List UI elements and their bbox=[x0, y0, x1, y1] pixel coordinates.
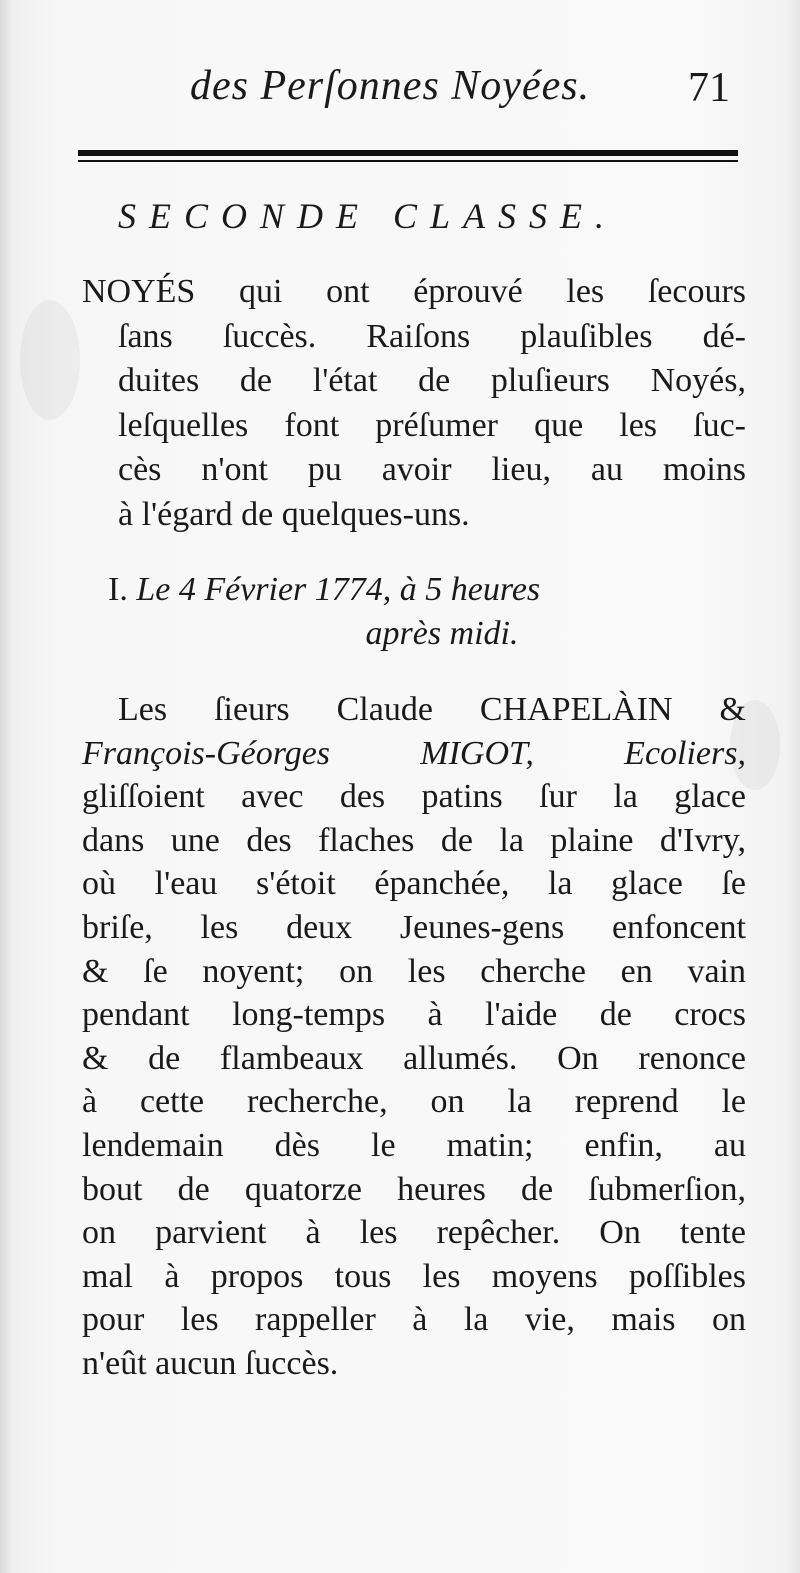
body-line: pour les rappeller à la vie, mais on bbox=[82, 1301, 746, 1339]
running-head: des Perſonnes Noyées. bbox=[190, 63, 591, 109]
header-rule-thick bbox=[78, 150, 738, 156]
entry-number: I. bbox=[108, 571, 128, 608]
body-line: où l'eau s'étoit épanchée, la glace ſe bbox=[82, 865, 746, 903]
summary-line: NOYÉS qui ont éprouvé les ſecours bbox=[82, 273, 746, 310]
body-line: à cette recherche, on la reprend le bbox=[82, 1083, 746, 1121]
section-title: SECONDE CLASSE. bbox=[118, 196, 618, 236]
entry-time: après midi. bbox=[365, 615, 519, 652]
body-line: & de flambeaux allumés. On renonce bbox=[82, 1039, 746, 1077]
header-rule-thin bbox=[78, 160, 738, 162]
body-line: bout de quatorze heures de ſubmerſion, bbox=[82, 1170, 746, 1208]
summary-line: à l'égard de quelques-uns. bbox=[118, 495, 470, 533]
page-number: 71 bbox=[688, 65, 730, 111]
body-line: & ſe noyent; on les cherche en vain bbox=[82, 952, 746, 990]
section-summary bbox=[82, 270, 746, 537]
body-line: briſe, les deux Jeunes-gens enfoncent bbox=[82, 908, 746, 946]
page-header bbox=[0, 62, 800, 122]
body-line: gliſſoient avec des patins ſur la glace bbox=[82, 778, 746, 816]
summary-line: duites de l'état de pluſieurs Noyés, bbox=[118, 362, 746, 399]
summary-line: cès n'ont pu avoir lieu, au moins bbox=[118, 451, 746, 488]
body-line: on parvient à les repêcher. On tente bbox=[82, 1214, 746, 1252]
body-line: lendemain dès le matin; enfin, au bbox=[82, 1126, 746, 1164]
paper-stain bbox=[20, 300, 80, 420]
body-line: mal à propos tous les moyens poſſibles bbox=[82, 1257, 746, 1295]
summary-line: ſans ſuccès. Raiſons plauſibles dé- bbox=[118, 317, 746, 355]
entry-body bbox=[82, 688, 746, 1386]
body-line: dans une des flaches de la plaine d'Ivry, bbox=[82, 821, 746, 859]
body-line: pendant long-temps à l'aide de crocs bbox=[82, 996, 746, 1034]
entry-date: Le 4 Février 1774, à 5 heures bbox=[136, 571, 541, 608]
summary-line: leſquelles font préſumer que les ſuc- bbox=[118, 406, 746, 444]
body-line: François-Géorges MIGOT, Ecoliers, bbox=[82, 734, 746, 772]
body-line: Les ſieurs Claude CHAPELÀIN & bbox=[118, 691, 746, 728]
body-line: n'eût aucun ſuccès. bbox=[82, 1344, 339, 1382]
entry-heading bbox=[108, 568, 748, 656]
